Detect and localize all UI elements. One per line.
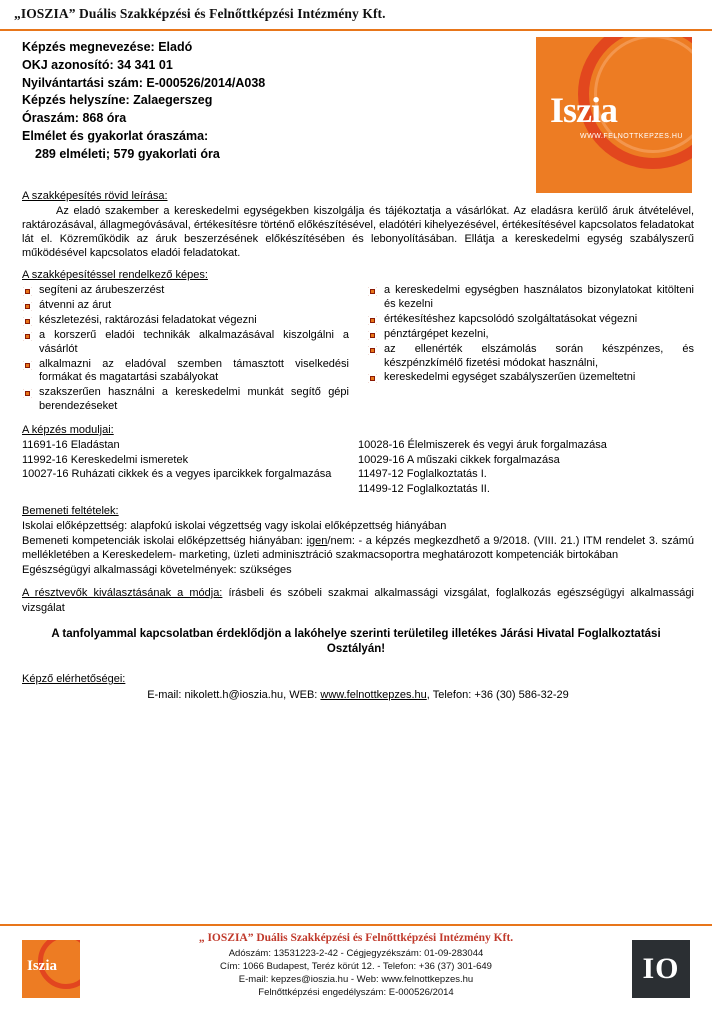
list-item: a korszerű eladói technikák alkalmazásával kiszolgálni a vásárlót [22,329,349,357]
description-title: A szakképesítés rövid leírása: [22,190,168,202]
footer-address-line: Cím: 1066 Budapest, Teréz körút 12. - Telefon: +36 (37) 301-649 [220,961,492,973]
list-item: 11691-16 Eladástan [22,439,120,452]
company-title: „IOSZIA” Duális Szakképzési és Felnőttképzési Intézmény Kft. [14,6,386,21]
footer-company-title: „ IOSZIA” Duális Szakképzési és Felnőttképzési Intézmény Kft. [198,932,514,944]
course-registry-value: E-000526/2014/A038 [146,75,266,90]
logo-subtext: WWW.FELNOTTKEPZES.HU [580,133,683,140]
selection-text: írásbeli és szóbeli szakmai alkalmassági vizsgálat, foglalkozás egészségügyi alkalmassági vizsgálat [22,587,694,614]
list-item: 10029-16 A műszaki cikkek forgalmazása [358,453,560,466]
logo-initial: I [550,90,564,130]
course-place-label: Képzés helyszíne: [22,93,130,108]
course-name-label: Képzés megnevezése: [22,40,155,54]
list-item: készletezési, raktározási feladatokat végezni [22,314,349,328]
list-item: alkalmazni az eladóval szemben támasztott viselkedési formákat és magatartási szabályokat [22,358,349,386]
phone-value: +36 (30) 586-32-29 [474,689,569,702]
provider-contact-line: E-mail: nikolett.h@ioszia.hu, WEB: www.felnottkepzes.hu, Telefon: +36 (30) 586-32-29 [147,689,569,702]
list-item: segíteni az árubeszerzést [22,284,349,298]
entry-competences-label: Bemeneti kompetenciák iskolai előképzettség hiányában: [22,534,303,547]
competences-columns [22,284,694,415]
list-item: értékesítéshez kapcsolódó szolgáltatásokat végezni [367,313,694,327]
entry-education-label: Iskolai előképzettség: [22,520,128,533]
modules-section [0,424,712,496]
list-item: pénztárgépet kezelni, [367,328,694,342]
footer-tax-line: Adószám: 13531223-2-42 - Cégjegyzékszám: 01-09-283044 [228,948,484,959]
web-value[interactable]: www.felnottkepzes.hu [320,689,427,702]
list-item: kereskedelmi egységet szabályszerűen üzemeltetni [367,371,694,385]
course-hours-value: 868 óra [82,111,127,125]
document-header [0,0,712,26]
selection-section [0,586,712,615]
entry-education-value: alapfokú iskolai végzettség vagy iskolai előképzettség hiányában [130,520,447,533]
list-item: 11497-12 Foglalkoztatás I. [358,468,487,481]
selection-title: A résztvevők kiválasztásának a módja: [22,587,223,600]
provider-contact-section [0,673,712,701]
competences-section [0,269,712,415]
footer-io-logo: IO [632,940,690,998]
footer-text-block [0,932,712,999]
course-registry-label: Nyilvántartási szám: [22,75,143,90]
list-item: szakszerűen használni a kereskedelmi munkát segítő gépi berendezéseket [22,386,349,414]
list-item: az ellenérték elszámolás során készpénzes, és készpénzkímélő fizetési módokat használni, [367,343,694,371]
entry-conditions-section [0,505,712,577]
entry-conditions-title: Bemeneti feltételek: [22,505,119,518]
course-name-value: Eladó [158,40,193,54]
document-footer [0,926,712,1024]
web-label: WEB: [289,689,318,702]
notice-text: A tanfolyammal kapcsolatban érdeklődjön a lakóhelye szerinti területileg illetékes Járási Hivatal Foglalkoztatási Osztályán! [51,628,661,656]
footer-logo-word: szia [32,958,58,974]
entry-health-line: Egészségügyi alkalmassági követelmények: szükséges [22,563,292,576]
modules-columns [22,438,694,496]
course-okj-value: 34 341 01 [117,57,173,72]
logo-word: szia [563,90,618,130]
entry-competences-line [22,534,694,563]
description-section [0,190,712,260]
list-item: átvenni az árut [22,299,349,313]
list-item: 11499-12 Foglalkoztatás II. [358,482,490,495]
course-summary-block [0,31,712,181]
entry-education-line [22,519,694,534]
email-value: nikolett.h@ioszia.hu [184,689,284,702]
ioszia-logo [536,37,692,193]
email-label: E-mail: [147,689,182,702]
course-okj-label: OKJ azonosító: [22,57,114,72]
description-text: Az eladó szakember a kereskedelmi egységekben kiszolgálja és tájékoztatja a vásárlókat. Az eladásra kerülő áruk átvételével, raktározásával, állagmegóvásával, értékesítésre történő előkészítésével, eladótéri kihelyezésével, értékesítésével kapcsolatos feladatokat lát el. Közreműködik az áruk beszerzésének előkészítésében és lebonyolításában. Ellátja a kereskedelmi egység szabályszerű működésével kapcsolatos eladói feladatokat. [22,205,694,260]
list-item: a kereskedelmi egységben használatos bizonylatokat kitölteni és kezelni [367,284,694,312]
footer-logo-initial: I [27,958,33,974]
list-item: 10028-16 Élelmiszerek és vegyi áruk forgalmazása [358,439,607,452]
phone-label: Telefon: [432,689,472,702]
course-split-value: 289 elméleti; 579 gyakorlati óra [35,146,220,161]
course-split-label: Elmélet és gyakorlat óraszáma: [22,128,209,143]
course-hours-label: Óraszám: [22,111,79,125]
competences-left-list [22,284,349,414]
competences-title: A szakképesítéssel rendelkező képes: [22,269,208,282]
entry-competences-rest: /nem: - a képzés megkezdhető a 9/2018. (VIII. 21.) ITM rendelet 3. számú mellékletében a Kereskedelem- marketing, üzleti adminisztráció szakmacsoportra meghatározott kompetenciák birtokában [22,534,695,562]
modules-title: A képzés moduljai: [22,424,114,437]
logo-wordmark [550,89,617,131]
modules-right-column [358,438,694,496]
provider-contact-title: Képző elérhetőségei: [22,673,126,686]
list-item: 10027-16 Ruházati cikkek és a vegyes iparcikkek forgalmazása [22,468,332,481]
modules-left-column [22,438,358,496]
competences-left-column [22,284,349,415]
selection-line [22,586,694,615]
footer-license-line: Felnőttképzési engedélyszám: E-000526/2014 [258,987,454,999]
footer-email-line: E-mail: kepzes@ioszia.hu - Web: www.felnottkepzes.hu [238,974,474,986]
footer-logo-wordmark [27,958,57,975]
competences-right-list [367,284,694,385]
footer-ioszia-logo [22,940,80,998]
course-place-value: Zalaegerszeg [133,93,213,108]
list-item: 11992-16 Kereskedelmi ismeretek [22,453,189,466]
entry-competences-yes: igen [306,534,328,547]
competences-right-column [367,284,694,415]
